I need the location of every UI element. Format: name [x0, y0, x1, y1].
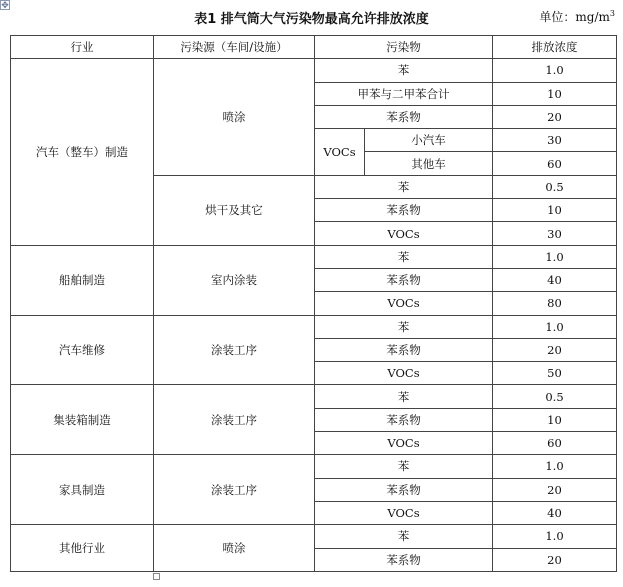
header-source: 污染源（车间/设施）	[154, 36, 315, 59]
concentration-cell: 10	[493, 82, 617, 105]
table-row	[11, 385, 617, 408]
table-row	[11, 59, 617, 82]
pollutant-cell: VOCs	[315, 292, 493, 315]
unit-exponent: 3	[609, 9, 615, 18]
pollutant-cell: 甲苯与二甲苯合计	[315, 82, 493, 105]
industry-cell: 其他行业	[11, 525, 154, 572]
pollutant-cell: 苯系物	[315, 338, 493, 361]
concentration-cell: 1.0	[493, 245, 617, 268]
concentration-cell: 10	[493, 199, 617, 222]
table-row	[11, 455, 617, 478]
concentration-cell: 10	[493, 408, 617, 431]
concentration-cell: 30	[493, 222, 617, 245]
pollutant-cell: 其他车	[365, 152, 493, 175]
concentration-cell: 20	[493, 338, 617, 361]
pollutant-cell: 苯系物	[315, 408, 493, 431]
pollutant-cell: 苯系物	[315, 268, 493, 291]
source-cell: 烘干及其它	[154, 175, 315, 245]
pollutant-cell: 苯	[315, 245, 493, 268]
industry-cell: 船舶制造	[11, 245, 154, 315]
unit-label-text: 单位：	[539, 10, 576, 24]
pollutant-cell: 苯系物	[315, 478, 493, 501]
industry-cell: 汽车维修	[11, 315, 154, 385]
industry-cell: 家具制造	[11, 455, 154, 525]
source-cell: 涂装工序	[154, 455, 315, 525]
resize-handle[interactable]	[153, 573, 160, 580]
header-industry: 行业	[11, 36, 154, 59]
header-pollutant: 污染物	[315, 36, 493, 59]
concentration-cell: 0.5	[493, 175, 617, 198]
concentration-cell: 40	[493, 268, 617, 291]
industry-cell: 集装箱制造	[11, 385, 154, 455]
concentration-cell: 0.5	[493, 385, 617, 408]
pollutant-cell: VOCs	[315, 222, 493, 245]
source-cell: 喷涂	[154, 59, 315, 175]
pollutant-cell: 苯	[315, 385, 493, 408]
pollutant-cell: 苯	[315, 59, 493, 82]
concentration-cell: 20	[493, 478, 617, 501]
emission-table	[10, 35, 617, 572]
concentration-cell: 50	[493, 362, 617, 385]
pollutant-cell: 苯	[315, 525, 493, 548]
pollutant-cell: 苯	[315, 175, 493, 198]
pollutant-cell: 苯系物	[315, 548, 493, 571]
pollutant-cell: 苯系物	[315, 105, 493, 128]
pollutant-cell: 苯	[315, 315, 493, 338]
unit-value: mg/m	[575, 10, 610, 24]
concentration-cell: 20	[493, 548, 617, 571]
table-row	[11, 245, 617, 268]
pollutant-cell: VOCs	[315, 432, 493, 455]
source-cell: 室内涂装	[154, 245, 315, 315]
pollutant-cell: 小汽车	[365, 129, 493, 152]
concentration-cell: 20	[493, 105, 617, 128]
pollutant-cell: 苯	[315, 455, 493, 478]
concentration-cell: 60	[493, 432, 617, 455]
move-handle-icon[interactable]: ✥	[1, 1, 9, 11]
source-cell: 喷涂	[154, 525, 315, 572]
concentration-cell: 80	[493, 292, 617, 315]
table-row	[11, 315, 617, 338]
source-cell: 涂装工序	[154, 385, 315, 455]
pollutant-group-cell: VOCs	[315, 129, 365, 176]
industry-cell: 汽车（整车）制造	[11, 59, 154, 245]
concentration-cell: 1.0	[493, 59, 617, 82]
table-title: 表1 排气筒大气污染物最高允许排放浓度	[194, 12, 429, 27]
concentration-cell: 40	[493, 501, 617, 524]
concentration-cell: 1.0	[493, 315, 617, 338]
concentration-cell: 30	[493, 129, 617, 152]
pollutant-cell: VOCs	[315, 362, 493, 385]
table-row	[11, 525, 617, 548]
header-row	[11, 36, 617, 59]
source-cell: 涂装工序	[154, 315, 315, 385]
concentration-cell: 1.0	[493, 455, 617, 478]
unit-label	[539, 8, 615, 25]
concentration-cell: 60	[493, 152, 617, 175]
header-concentration: 排放浓度	[493, 36, 617, 59]
pollutant-cell: VOCs	[315, 501, 493, 524]
pollutant-cell: 苯系物	[315, 199, 493, 222]
concentration-cell: 1.0	[493, 525, 617, 548]
